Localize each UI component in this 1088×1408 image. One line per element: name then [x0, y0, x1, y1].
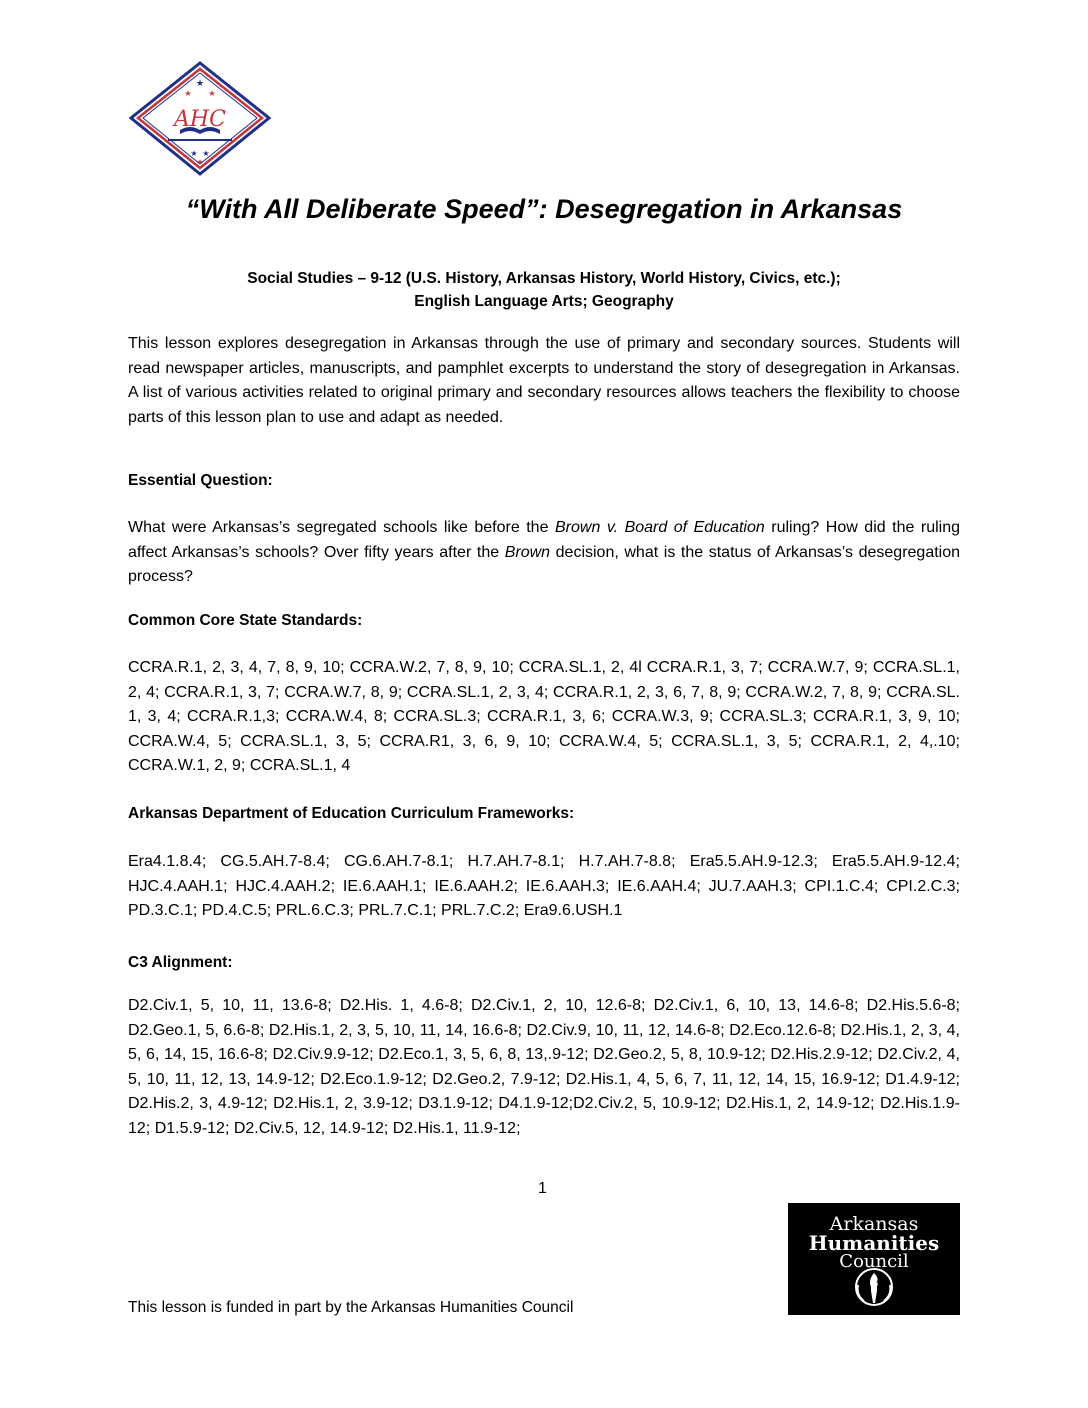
- c3-alignment-heading: C3 Alignment:: [128, 954, 233, 971]
- essential-question-text: What were Arkansas’s segregated schools like before the Brown v. Board of Education ruling? How did the ruling affect Arkansas’s schools? Over fifty years after the Brown decision, what is the status of Arkansas’s desegregation process?: [128, 519, 961, 585]
- svg-text:★: ★: [202, 149, 210, 158]
- essential-question-heading: Essential Question:: [128, 472, 273, 489]
- document-title: “With All Deliberate Speed”: Desegregation in Arkansas: [185, 194, 903, 224]
- c3-alignment-list: D2.Civ.1, 5, 10, 11, 13.6-8; D2.His. 1, 4.6-8; D2.Civ.1, 2, 10, 12.6-8; D2.Civ.1, 6, 10, 13, 14.6-8; D2.His.5.6-8; D2.Geo.1, 5, 6.6-8; D2.His.1, 2, 3, 5, 10, 11, 14, 16.6-8; D2.Civ.9, 10, 11, 12, 14.6-8; D2.Eco.12.6-8; D2.His.1, 2, 3, 4, 5, 6, 14, 15, 16.6-8; D2.Civ.9.9-12; D2.Eco.1, 3, 5, 6, 8, 13,.9-12; D2.Geo.2, 5, 8, 10.9-12; D2.His.2.9-12; D2.Civ.2, 4, 5, 10, 11, 12, 13, 14.9-12; D2.Eco.1.9-12; D2.Geo.2, 7.9-12; D2.His.1, 4, 5, 6, 7, 11, 12, 14, 15, 16.9-12; D1.4.9-12; D2.His.2, 3, 4.9-12; D2.His.1, 2, 3.9-12; D3.1.9-12; D4.1.9-12;D2.Civ.2, 5, 10.9-12; D2.His.1, 2, 14.9-12; D2.His.1.9-12; D1.5.9-12; D2.Civ.5, 12, 14.9-12; D2.His.1, 11.9-12;: [128, 997, 960, 1137]
- arkansas-humanities-council-logo: [788, 1203, 960, 1315]
- logo-line-council: Council: [839, 1251, 909, 1272]
- ade-frameworks-heading: Arkansas Department of Education Curriculum Frameworks:: [128, 805, 575, 822]
- svg-text:★: ★: [184, 89, 192, 98]
- ade-frameworks-list: Era4.1.8.4; CG.5.AH.7-8.4; CG.6.AH.7-8.1; H.7.AH.7-8.1; H.7.AH.7-8.8; Era5.5.AH.9-12.3; Era5.5.AH.9-12.4; HJC.4.AAH.1; HJC.4.AAH.2; IE.6.AAH.1; IE.6.AAH.2; IE.6.AAH.3; IE.6.AAH.4; JU.7.AAH.3; CPI.1.C.4; CPI.2.C.3; PD.3.C.1; PD.4.C.5; PRL.6.C.3; PRL.7.C.1; PRL.7.C.2; Era9.6.USH.1: [128, 853, 960, 919]
- logo-line-humanities: Humanities: [808, 1231, 940, 1255]
- case-name-brown: Brown: [504, 543, 551, 561]
- subject-line-2: English Language Arts; Geography: [414, 293, 674, 310]
- torch-emblem-icon: [846, 1265, 902, 1309]
- svg-text:AHC: AHC: [174, 107, 226, 132]
- svg-text:★: ★: [196, 158, 204, 166]
- intro-paragraph: This lesson explores desegregation in Arkansas through the use of primary and secondary sources. Students will read newspaper articles, manuscripts, and pamphlet excerpts to understand the story of desegregation in Arkansas. A list of various activities related to original primary and secondary resources allows teachers the flexibility to choose parts of this lesson plan to use and adapt as needed.: [128, 335, 960, 426]
- logo-line-arkansas: Arkansas: [829, 1213, 919, 1235]
- svg-text:★: ★: [208, 89, 216, 98]
- page-number: 1: [538, 1180, 547, 1197]
- common-core-heading: Common Core State Standards:: [128, 612, 363, 629]
- subject-line-1: Social Studies – 9-12 (U.S. History, Arkansas History, World History, Civics, etc.);: [247, 270, 841, 287]
- svg-text:★: ★: [190, 149, 198, 158]
- arkansas-history-commission-logo: [128, 60, 272, 178]
- svg-text:★: ★: [195, 79, 205, 89]
- common-core-standards: CCRA.R.1, 2, 3, 4, 7, 8, 9, 10; CCRA.W.2, 7, 8, 9, 10; CCRA.SL.1, 2, 4l CCRA.R.1, 3, 7; CCRA.W.7, 9; CCRA.SL.1, 2, 4; CCRA.R.1, 3, 7; CCRA.W.7, 8, 9; CCRA.SL.1, 2, 3, 4; CCRA.R.1, 2, 3, 6, 7, 8, 9; CCRA.W.2, 7, 8, 9; CCRA.SL. 1, 3, 4; CCRA.R.1,3; CCRA.W.4, 8; CCRA.SL.3; CCRA.R.1, 3, 6; CCRA.W.3, 9; CCRA.SL.3; CCRA.R.1, 3, 9, 10; CCRA.W.4, 5; CCRA.SL.1, 3, 5; CCRA.R1, 3, 6, 9, 10; CCRA.W.4, 5; CCRA.SL.1, 3, 5; CCRA.R.1, 2, 4,.10; CCRA.W.1, 2, 9; CCRA.SL.1, 4: [128, 659, 960, 774]
- subject-line: [0, 267, 1088, 313]
- case-name-brown-v-board: Brown v. Board of Education: [554, 519, 765, 536]
- funding-footer: This lesson is funded in part by the Arkansas Humanities Council: [128, 1299, 574, 1316]
